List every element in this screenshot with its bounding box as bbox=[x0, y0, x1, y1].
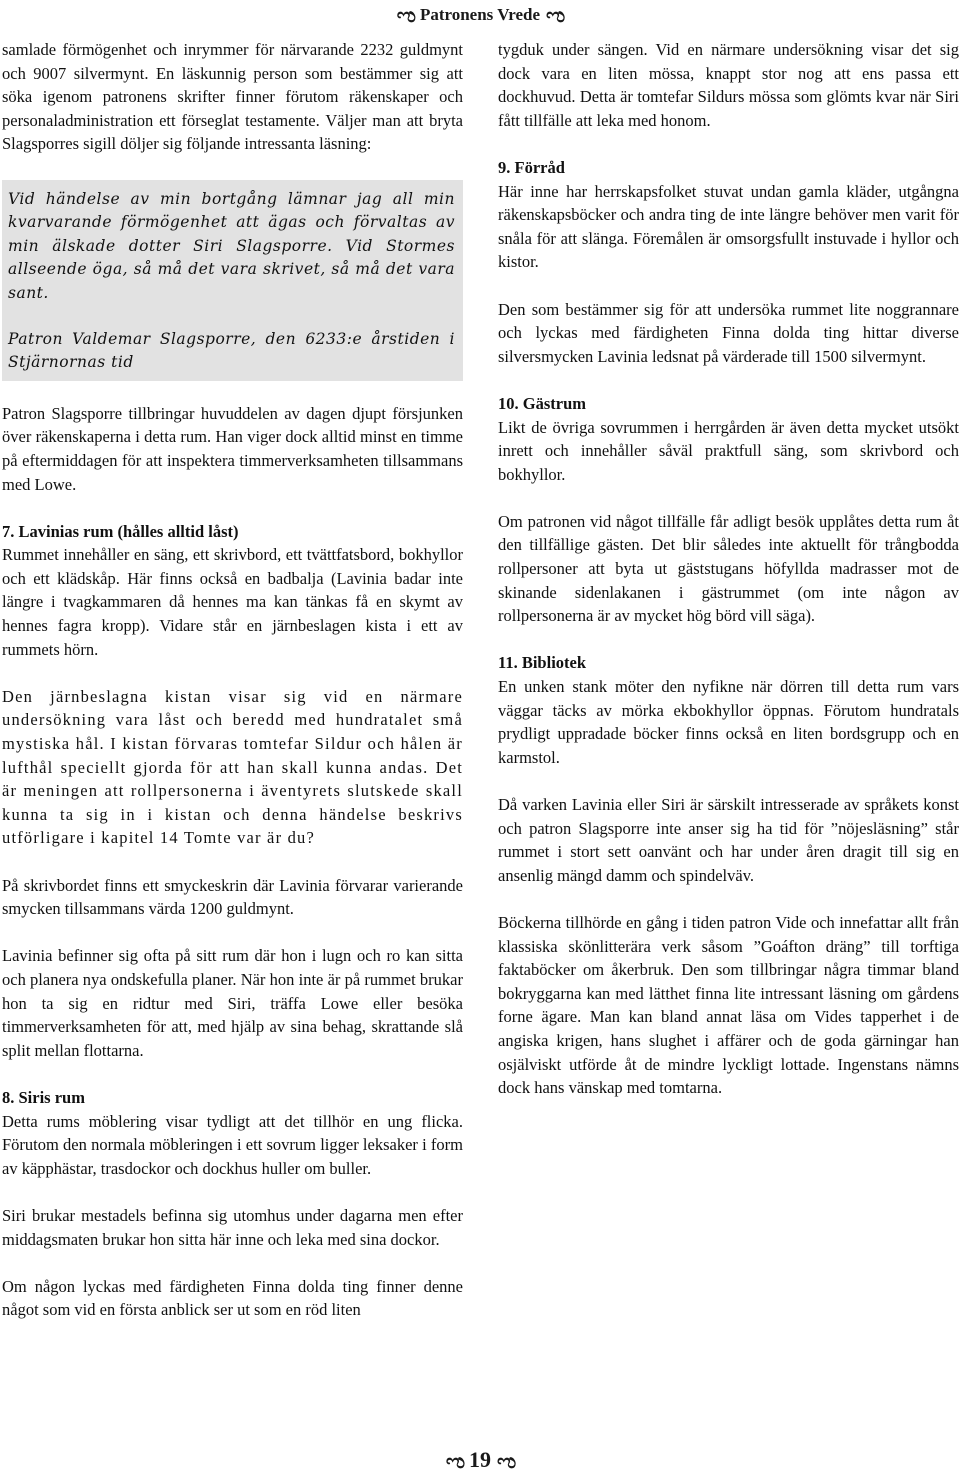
paragraph: samlade förmögenhet och inrymmer för närvarande 2232 guldmynt och 9007 silvermynt. En läskunnig person som bestämmer sig att söka igenom patronens skrifter finner förutom räkenskaper och personaladministration ett förseglat testamente. Väljer man att bryta Slagsporres sigill döljer sig följande intressanta läsning: bbox=[2, 40, 463, 154]
section-text: Likt de övriga sovrummen i herrgården är även detta mycket utsökt inrett och innehåller såväl praktfull säng, som skrivbord och bokhyllor. bbox=[498, 417, 959, 484]
paragraph: På skrivbordet finns ett smyckeskrin där Lavinia förvarar varierande smycken tillsammans värda 1200 guldmynt. bbox=[2, 875, 463, 919]
paragraph: Då varken Lavinia eller Siri är särskilt intresserade av språkets konst och patron Slagsporre inte anser sig ha tid för ”nöjesläsning” står rummet i stort sett oanvänt och har under åren dragit till sig en ansenlig mängd damm och spindelväv. bbox=[498, 795, 959, 885]
paragraph: Den som bestämmer sig för att undersöka rummet lite noggrannare och lyckas med färdigheten Finna dolda ting hittar diverse silversmycken Lavinia ledsnat på värderade till 1500 silvermynt. bbox=[498, 299, 959, 366]
ornament-right-icon: ಌ bbox=[546, 5, 564, 28]
section-heading: 8. Siris rum bbox=[2, 1087, 85, 1107]
page-footer bbox=[0, 1446, 960, 1476]
paragraph: Om patronen vid något tillfälle får adligt besök upplåtes detta rum åt den tillfällige gästen. Det blir således inte aktuellt för trångbodda rollpersoner att byta ut gäststugans höfyllda madrasser mot de skinande sidenlakanen i gästrummet (om inte någon av rollpersonerna är av mycket hög börd vill säga). bbox=[498, 511, 959, 626]
testament-signature: Patron Valdemar Slagsporre, den 6233:e årstiden i Stjärnornas tid bbox=[8, 329, 455, 372]
section-text: Rummet innehåller en säng, ett skrivbord, ett tvättfatsbord, bokhyllor och ett klädskåp. Här finns också en badbalja (Lavinia badar inte längre i tvagkammaren då hennes ma kan tänkas få en skymt av hennes fagra kropp). Vidare står en järnbeslagen kista i ett av rummets hörn. bbox=[2, 545, 463, 659]
paragraph: Patron Slagsporre tillbringar huvuddelen av dagen djupt försjunken över räkenskaperna i detta rum. Han viger dock alltid minst en timme på eftermiddagen för att inspektera timmerverksamheten tillsammans med Lowe. bbox=[2, 403, 463, 494]
section-heading: 10. Gästrum bbox=[498, 393, 586, 413]
section-text: Här inne har herrskapsfolket stuvat undan gamla kläder, utgångna räkenskapsböcker och andra ting de inte längre behöver men varit för snåla för att slänga. Föremålen är omsorgsfullt instuvade i hyllor och kistor. bbox=[498, 181, 959, 272]
page-header bbox=[0, 0, 960, 34]
right-column bbox=[498, 38, 959, 1123]
paragraph: Den järnbeslagna kistan visar sig vid en närmare undersökning vara låst och beredd med hundratalet små mystiska hål. I kistan förvaras tomtefar Sildur och hålen är lufthål speciellt gjorda för att han skall kunna andas. Det är meningen att rollpersonerna i äventyrets slutskede skall kunna ta sig in i kistan och denna händelse beskrivs utförligare i kapitel 14 Tomte var är du? bbox=[2, 686, 463, 848]
section-9 bbox=[498, 156, 959, 274]
section-heading: 9. Förråd bbox=[498, 157, 565, 177]
paragraph: Böckerna tillhörde en gång i tiden patron Vide och innefattar allt från klassiska skönlitterära verk såsom ”Goáfton dräng” till torftiga faktaböcker om åkerbruk. Den som tillbringar några timmar bland bokryggarna kan med lätthet finna lite intressant läsning om gårdens forne ägare. Man kan bland annat läsa om Vides tapperhet i de angiska krigen, hans slughet i affärer och de goda gärningar han osjälviskt utförde åt de mindre lyckligt lottade. Ingenstans nämns dock hans vänskap med tomtarna. bbox=[498, 912, 959, 1098]
paragraph: Om någon lyckas med färdigheten Finna dolda ting finner denne något som vid en första anblick ser ut som en röd liten bbox=[2, 1276, 463, 1320]
paragraph: Lavinia befinner sig ofta på sitt rum där hon i lugn och ro kan sitta och planera nya ondskefulla planer. När hon inte är på rummet brukar hon ta sig en ridtur med Siri, träffa Lowe eller besöka timmerverksamheten för att, med hjälp av sina behag, skrattande slå split mellan flottarna. bbox=[2, 946, 463, 1060]
page-number: 19 bbox=[469, 1447, 491, 1472]
section-heading: 11. Bibliotek bbox=[498, 653, 587, 673]
header-title: Patronens Vrede bbox=[419, 5, 541, 24]
section-8 bbox=[2, 1086, 463, 1180]
ornament-left-icon: ಌ bbox=[396, 5, 414, 28]
section-10 bbox=[498, 392, 959, 486]
paragraph: tygduk under sängen. Vid en närmare undersökning visar det sig dock vara en liten mössa, knappt stor nog att ens passa ett dockhuvud. Detta är tomtefar Sildurs mössa som glömts kvar när Siri fått tillfälle att leka med honom. bbox=[498, 40, 959, 130]
ornament-right-icon: ಌ bbox=[497, 1450, 515, 1473]
section-text: En unken stank möter den nyfikne när dörren till detta rum vars väggar täcks av mörka ekbokhyllor öppnas. Förutom hundratals prydligt uppradade böcker finns också en liten bordsgrupp och en karmstol. bbox=[498, 677, 959, 767]
section-7 bbox=[2, 520, 463, 662]
section-text: Detta rums möblering visar tydligt att det tillhör en ung flicka. Förutom den normala möbleringen i ett sovrum ligger leksaker i form av käpphästar, trasdockor och dockhus huller om buller. bbox=[2, 1111, 463, 1178]
ornament-left-icon: ಌ bbox=[445, 1450, 463, 1473]
paragraph: Siri brukar mestadels befinna sig utomhus under dagarna men efter middagsmaten brukar hon sitta här inne och leka med sina dockor. bbox=[2, 1205, 463, 1249]
section-heading: 7. Lavinias rum (hålles alltid låst) bbox=[2, 521, 239, 541]
testament-quote-box bbox=[2, 180, 463, 381]
section-11 bbox=[498, 651, 959, 769]
left-column bbox=[2, 38, 463, 1345]
testament-quote: Vid händelse av min bortgång lämnar jag all min kvarvarande förmögenhet att ägas och förvaltas av min älskade dotter Siri Slagsporre. Vid Stormes allseende öga, så må det vara skrivet, så må det vara sant. bbox=[8, 189, 455, 302]
